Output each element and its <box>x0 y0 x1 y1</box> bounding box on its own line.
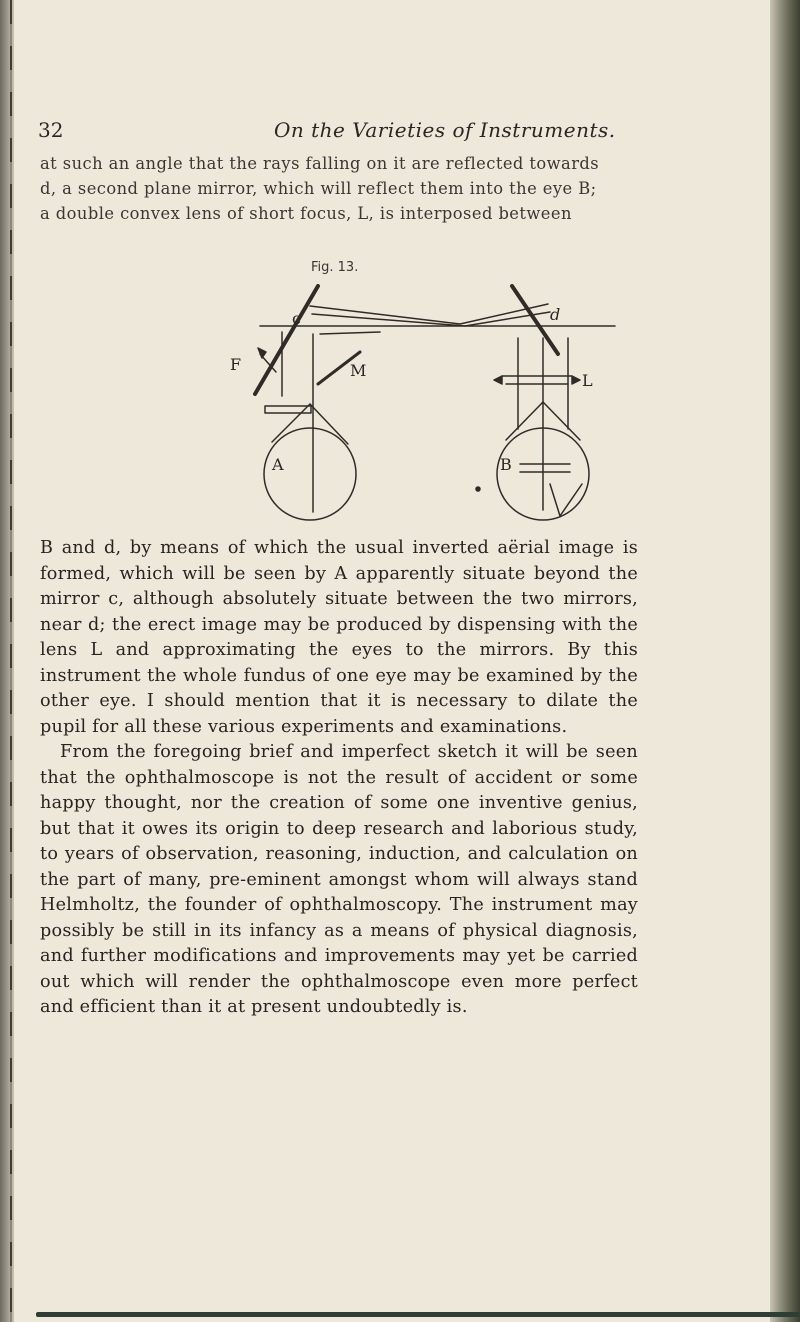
ray-b-down <box>550 484 560 516</box>
paragraph-1: B and d, by means of which the usual inverted aërial image is formed, which will be seen by A apparently situate beyond the mirror c, although absolutely situate between the two mirrors, near d; the erect image may be produced by dispensing with the lens L and approximating the eyes to the mirrors. By this instrument the whole fundus of one eye may be examined by the other eye. I should mention that it is necessary to dilate the pupil for all these various experiments and examinations. <box>40 538 638 737</box>
ray-b-left <box>506 402 543 440</box>
book-gutter-shadow <box>0 0 14 1322</box>
ray-top <box>310 304 548 324</box>
mirror-c <box>255 286 318 394</box>
top-text-line-1: at such an angle that the rays falling on it are reflected towards <box>40 154 600 173</box>
arrow-l-right <box>572 376 580 384</box>
running-title: On the Varieties of Instruments. <box>274 118 616 142</box>
page-number: 32 <box>38 118 64 142</box>
figure-caption: Fig. 13. <box>311 260 359 275</box>
dot-b <box>476 487 480 491</box>
ray-b-right <box>543 402 580 440</box>
label-c: c <box>292 309 301 328</box>
ray-a-left <box>272 404 310 442</box>
label-b: B <box>500 455 512 474</box>
top-text-line-3: a double convex lens of short focus, L, is interposed between <box>40 204 572 223</box>
ophthalmoscope-diagram <box>210 284 630 524</box>
ray-a-right <box>310 404 348 444</box>
arrow-l-left <box>494 376 502 384</box>
running-head <box>0 118 800 148</box>
ray-top-2 <box>312 312 550 326</box>
label-m: M <box>350 361 367 380</box>
paragraph-2: From the foregoing brief and imperfect sketch it will be seen that the ophthalmoscope is not the result of accident or some happy thought, nor the creation of some one inventive genius, but that it owes its origin to deep research and laborious study, to years of observation, reasoning, induction, and calculation on the part of many, pre-eminent amongst whom will always stand Helmholtz, the founder of ophthalmoscopy. The instrument may possibly be still in its infancy as a means of physical diagnosis, and further modifications and improvements may yet be carried out which will render the ophthalmoscope even more perfect and efficient than it at present undoubtedly is. <box>40 742 638 1017</box>
label-f: F <box>230 355 242 374</box>
eye-a <box>264 428 356 520</box>
ray-m <box>320 332 380 334</box>
top-text-line-2: d, a second plane mirror, which will reflect them into the eye B; <box>40 179 597 198</box>
label-l: L <box>582 371 593 390</box>
label-d: d <box>550 305 561 324</box>
arrow-f <box>258 348 266 358</box>
label-a: A <box>272 455 284 474</box>
body-text <box>40 536 638 1021</box>
page-bottom-rule <box>36 1312 800 1317</box>
page-edge-shadow <box>770 0 800 1322</box>
